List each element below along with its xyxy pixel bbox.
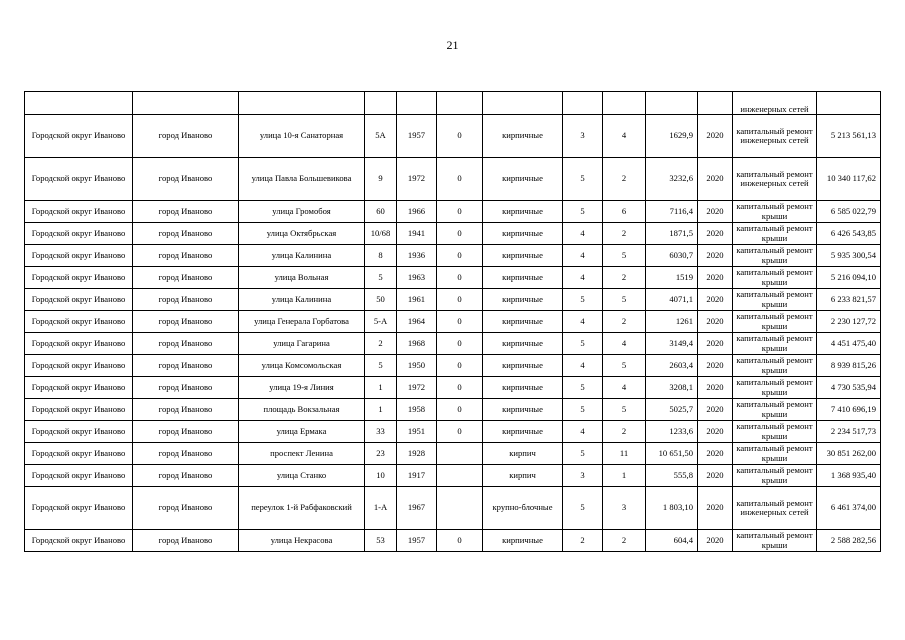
cell-floors: [563, 92, 603, 115]
cell-year-built: 1966: [397, 201, 437, 223]
cell-area: 604,4: [646, 530, 698, 552]
cell-city: город Иваново: [133, 289, 239, 311]
cell-work: капитальный ремонт крыши: [733, 377, 817, 399]
cell-floors: 5: [563, 201, 603, 223]
cell-work: капитальный ремонт крыши: [733, 333, 817, 355]
cell-street: проспект Ленина: [239, 443, 365, 465]
cell-year-built: 1968: [397, 333, 437, 355]
cell-work: капитальный ремонт крыши: [733, 355, 817, 377]
cell-plan-year: [698, 92, 733, 115]
cell-entrances: 2: [603, 267, 646, 289]
cell-year-built: 1941: [397, 223, 437, 245]
cell-city: город Иваново: [133, 158, 239, 201]
cell-year-reconstruction: 0: [437, 267, 483, 289]
cell-district: Городской округ Иваново: [25, 267, 133, 289]
table-row-continuation: [25, 92, 881, 115]
cell-area: 7116,4: [646, 201, 698, 223]
cell-house: 9: [365, 158, 397, 201]
cell-house: 8: [365, 245, 397, 267]
cell-walls: кирпич: [483, 443, 563, 465]
cell-entrances: 2: [603, 421, 646, 443]
table-row: [25, 158, 881, 201]
cell-plan-year: 2020: [698, 487, 733, 530]
cell-floors: 4: [563, 223, 603, 245]
cell-year-reconstruction: 0: [437, 333, 483, 355]
cell-work: капитальный ремонт крыши: [733, 311, 817, 333]
cell-work: капитальный ремонт инженерных сетей: [733, 487, 817, 530]
cell-year-built: 1928: [397, 443, 437, 465]
cell-area: 1 803,10: [646, 487, 698, 530]
cell-entrances: 2: [603, 311, 646, 333]
cell-cost: 6 233 821,57: [817, 289, 881, 311]
table-row: [25, 421, 881, 443]
cell-city: город Иваново: [133, 201, 239, 223]
cell-cost: 10 340 117,62: [817, 158, 881, 201]
cell-year-reconstruction: 0: [437, 223, 483, 245]
cell-plan-year: 2020: [698, 115, 733, 158]
cell-year-reconstruction: 0: [437, 158, 483, 201]
cell-entrances: 5: [603, 289, 646, 311]
table-row: [25, 465, 881, 487]
cell-district: Городской округ Иваново: [25, 201, 133, 223]
cell-plan-year: 2020: [698, 201, 733, 223]
cell-work: капитальный ремонт крыши: [733, 399, 817, 421]
cell-street: площадь Вокзальная: [239, 399, 365, 421]
cell-work: капитальный ремонт крыши: [733, 267, 817, 289]
cell-cost: 2 588 282,56: [817, 530, 881, 552]
cell-year-reconstruction: [437, 92, 483, 115]
cell-floors: 5: [563, 377, 603, 399]
cell-entrances: 11: [603, 443, 646, 465]
cell-area: 1233,6: [646, 421, 698, 443]
cell-entrances: 5: [603, 355, 646, 377]
cell-year-reconstruction: 0: [437, 311, 483, 333]
cell-year-reconstruction: [437, 487, 483, 530]
cell-city: город Иваново: [133, 465, 239, 487]
cell-area: 3232,6: [646, 158, 698, 201]
cell-house: 60: [365, 201, 397, 223]
cell-year-built: 1972: [397, 158, 437, 201]
cell-district: Городской округ Иваново: [25, 399, 133, 421]
cell-city: город Иваново: [133, 530, 239, 552]
cell-walls: кирпичные: [483, 245, 563, 267]
cell-city: город Иваново: [133, 355, 239, 377]
cell-entrances: 4: [603, 115, 646, 158]
cell-street: улица Громобоя: [239, 201, 365, 223]
cell-year-reconstruction: 0: [437, 245, 483, 267]
cell-year-reconstruction: 0: [437, 115, 483, 158]
cell-plan-year: 2020: [698, 355, 733, 377]
cell-entrances: 4: [603, 377, 646, 399]
table-row: [25, 399, 881, 421]
cell-floors: 5: [563, 399, 603, 421]
cell-district: Городской округ Иваново: [25, 311, 133, 333]
cell-street: улица Ермака: [239, 421, 365, 443]
cell-street: [239, 92, 365, 115]
cell-street: улица Калинина: [239, 289, 365, 311]
cell-walls: кирпич: [483, 465, 563, 487]
cell-district: Городской округ Иваново: [25, 245, 133, 267]
cell-house: 5: [365, 355, 397, 377]
cell-city: город Иваново: [133, 487, 239, 530]
cell-plan-year: 2020: [698, 158, 733, 201]
cell-year-built: 1957: [397, 115, 437, 158]
cell-city: город Иваново: [133, 333, 239, 355]
cell-year-reconstruction: 0: [437, 377, 483, 399]
cell-plan-year: 2020: [698, 377, 733, 399]
cell-house: 5-А: [365, 311, 397, 333]
cell-cost: 5 935 300,54: [817, 245, 881, 267]
cell-year-built: 1950: [397, 355, 437, 377]
cell-year-reconstruction: 0: [437, 201, 483, 223]
cell-area: 1629,9: [646, 115, 698, 158]
cell-walls: кирпичные: [483, 115, 563, 158]
cell-house: 33: [365, 421, 397, 443]
cell-floors: 4: [563, 355, 603, 377]
cell-year-built: 1936: [397, 245, 437, 267]
table-row: [25, 267, 881, 289]
cell-street: улица Некрасова: [239, 530, 365, 552]
cell-district: Городской округ Иваново: [25, 333, 133, 355]
cell-floors: 5: [563, 487, 603, 530]
cell-entrances: 1: [603, 465, 646, 487]
cell-cost: 6 585 022,79: [817, 201, 881, 223]
cell-city: город Иваново: [133, 443, 239, 465]
cell-street: улица Октябрьская: [239, 223, 365, 245]
cell-floors: 5: [563, 443, 603, 465]
cell-entrances: 4: [603, 333, 646, 355]
cell-city: город Иваново: [133, 399, 239, 421]
cell-city: город Иваново: [133, 311, 239, 333]
cell-year-reconstruction: [437, 443, 483, 465]
cell-walls: кирпичные: [483, 399, 563, 421]
cell-city: город Иваново: [133, 377, 239, 399]
cell-floors: 4: [563, 311, 603, 333]
cell-walls: кирпичные: [483, 201, 563, 223]
table-row: [25, 223, 881, 245]
cell-walls: кирпичные: [483, 333, 563, 355]
cell-work: капитальный ремонт крыши: [733, 201, 817, 223]
cell-walls: кирпичные: [483, 223, 563, 245]
cell-year-built: 1961: [397, 289, 437, 311]
cell-plan-year: 2020: [698, 289, 733, 311]
cell-work: капитальный ремонт крыши: [733, 530, 817, 552]
cell-plan-year: 2020: [698, 245, 733, 267]
cell-entrances: 2: [603, 158, 646, 201]
cell-street: улица Станко: [239, 465, 365, 487]
cell-area: 10 651,50: [646, 443, 698, 465]
cell-district: Городской округ Иваново: [25, 530, 133, 552]
table-row: [25, 245, 881, 267]
cell-district: Городской округ Иваново: [25, 421, 133, 443]
cell-floors: 4: [563, 245, 603, 267]
cell-walls: кирпичные: [483, 267, 563, 289]
cell-work: капитальный ремонт инженерных сетей: [733, 158, 817, 201]
cell-district: Городской округ Иваново: [25, 355, 133, 377]
cell-work: капитальный ремонт инженерных сетей: [733, 115, 817, 158]
cell-cost: [817, 92, 881, 115]
cell-work: капитальный ремонт крыши: [733, 223, 817, 245]
cell-house: 1-А: [365, 487, 397, 530]
cell-area: 5025,7: [646, 399, 698, 421]
cell-street: улица Калинина: [239, 245, 365, 267]
cell-cost: 30 851 262,00: [817, 443, 881, 465]
cell-entrances: 5: [603, 245, 646, 267]
cell-city: город Иваново: [133, 267, 239, 289]
cell-floors: 4: [563, 267, 603, 289]
cell-floors: 4: [563, 421, 603, 443]
cell-work: капитальный ремонт крыши: [733, 465, 817, 487]
cell-house: 5А: [365, 115, 397, 158]
cell-year-built: 1972: [397, 377, 437, 399]
cell-district: Городской округ Иваново: [25, 487, 133, 530]
cell-area: 1519: [646, 267, 698, 289]
cell-house: 1: [365, 399, 397, 421]
cell-entrances: 3: [603, 487, 646, 530]
cell-street: улица Генерала Горбатова: [239, 311, 365, 333]
cell-walls: кирпичные: [483, 311, 563, 333]
cell-city: [133, 92, 239, 115]
cell-cost: 7 410 696,19: [817, 399, 881, 421]
cell-year-built: 1964: [397, 311, 437, 333]
cell-house: 50: [365, 289, 397, 311]
cell-walls: [483, 92, 563, 115]
cell-work: капитальный ремонт крыши: [733, 421, 817, 443]
cell-cost: 1 368 935,40: [817, 465, 881, 487]
cell-plan-year: 2020: [698, 421, 733, 443]
cell-cost: 4 730 535,94: [817, 377, 881, 399]
page-number: 21: [446, 38, 459, 52]
cell-house: [365, 92, 397, 115]
cell-plan-year: 2020: [698, 333, 733, 355]
cell-district: Городской округ Иваново: [25, 115, 133, 158]
cell-year-reconstruction: 0: [437, 399, 483, 421]
cell-plan-year: 2020: [698, 267, 733, 289]
cell-floors: 5: [563, 289, 603, 311]
cell-district: Городской округ Иваново: [25, 223, 133, 245]
cell-cost: 8 939 815,26: [817, 355, 881, 377]
cell-year-built: 1967: [397, 487, 437, 530]
cell-floors: 5: [563, 333, 603, 355]
cell-cost: 6 426 543,85: [817, 223, 881, 245]
cell-year-reconstruction: 0: [437, 530, 483, 552]
cell-street: улица 10-я Санаторная: [239, 115, 365, 158]
table-row: [25, 530, 881, 552]
cell-street: улица Комсомольская: [239, 355, 365, 377]
cell-district: Городской округ Иваново: [25, 289, 133, 311]
cell-floors: 3: [563, 115, 603, 158]
cell-area: 6030,7: [646, 245, 698, 267]
cell-house: 10/68: [365, 223, 397, 245]
cell-street: улица 19-я Линия: [239, 377, 365, 399]
cell-year-built: 1957: [397, 530, 437, 552]
table-row: [25, 201, 881, 223]
cell-area: 2603,4: [646, 355, 698, 377]
housing-repair-table: [24, 91, 881, 552]
cell-cost: 2 230 127,72: [817, 311, 881, 333]
cell-city: город Иваново: [133, 115, 239, 158]
cell-work: капитальный ремонт крыши: [733, 289, 817, 311]
cell-house: 23: [365, 443, 397, 465]
cell-walls: кирпичные: [483, 377, 563, 399]
cell-city: город Иваново: [133, 245, 239, 267]
cell-area: 3208,1: [646, 377, 698, 399]
cell-walls: крупно-блочные: [483, 487, 563, 530]
cell-area: 1871,5: [646, 223, 698, 245]
cell-district: Городской округ Иваново: [25, 377, 133, 399]
cell-plan-year: 2020: [698, 223, 733, 245]
cell-year-built: 1963: [397, 267, 437, 289]
cell-year-reconstruction: 0: [437, 421, 483, 443]
cell-city: город Иваново: [133, 421, 239, 443]
cell-cost: 5 216 094,10: [817, 267, 881, 289]
cell-house: 1: [365, 377, 397, 399]
cell-walls: кирпичные: [483, 355, 563, 377]
cell-floors: 2: [563, 530, 603, 552]
cell-area: 1261: [646, 311, 698, 333]
cell-work: капитальный ремонт крыши: [733, 443, 817, 465]
cell-entrances: 5: [603, 399, 646, 421]
cell-cost: 4 451 475,40: [817, 333, 881, 355]
table-row: [25, 487, 881, 530]
cell-walls: кирпичные: [483, 421, 563, 443]
cell-walls: кирпичные: [483, 530, 563, 552]
cell-entrances: 2: [603, 530, 646, 552]
cell-area: 3149,4: [646, 333, 698, 355]
cell-floors: 5: [563, 158, 603, 201]
cell-work: инженерных сетей: [733, 92, 817, 115]
table-row: [25, 115, 881, 158]
table-row: [25, 377, 881, 399]
cell-entrances: [603, 92, 646, 115]
table-row: [25, 289, 881, 311]
cell-house: 53: [365, 530, 397, 552]
cell-district: Городской округ Иваново: [25, 158, 133, 201]
table-row: [25, 311, 881, 333]
cell-year-built: 1951: [397, 421, 437, 443]
cell-street: улица Гагарина: [239, 333, 365, 355]
cell-plan-year: 2020: [698, 311, 733, 333]
cell-plan-year: 2020: [698, 465, 733, 487]
cell-walls: кирпичные: [483, 289, 563, 311]
cell-district: Городской округ Иваново: [25, 443, 133, 465]
cell-entrances: 6: [603, 201, 646, 223]
cell-entrances: 2: [603, 223, 646, 245]
cell-year-built: 1958: [397, 399, 437, 421]
cell-year-reconstruction: 0: [437, 289, 483, 311]
table-row: [25, 333, 881, 355]
cell-street: улица Павла Большевикова: [239, 158, 365, 201]
cell-house: 2: [365, 333, 397, 355]
cell-area: 555,8: [646, 465, 698, 487]
cell-year-reconstruction: [437, 465, 483, 487]
cell-area: 4071,1: [646, 289, 698, 311]
cell-plan-year: 2020: [698, 443, 733, 465]
cell-cost: 5 213 561,13: [817, 115, 881, 158]
cell-year-built: 1917: [397, 465, 437, 487]
cell-cost: 2 234 517,73: [817, 421, 881, 443]
cell-street: переулок 1-й Рабфаковский: [239, 487, 365, 530]
cell-year-built: [397, 92, 437, 115]
cell-floors: 3: [563, 465, 603, 487]
cell-cost: 6 461 374,00: [817, 487, 881, 530]
cell-district: Городской округ Иваново: [25, 465, 133, 487]
cell-plan-year: 2020: [698, 399, 733, 421]
cell-district: [25, 92, 133, 115]
cell-house: 5: [365, 267, 397, 289]
cell-area: [646, 92, 698, 115]
cell-year-reconstruction: 0: [437, 355, 483, 377]
table-row: [25, 443, 881, 465]
cell-plan-year: 2020: [698, 530, 733, 552]
cell-house: 10: [365, 465, 397, 487]
cell-city: город Иваново: [133, 223, 239, 245]
cell-walls: кирпичные: [483, 158, 563, 201]
cell-street: улица Вольная: [239, 267, 365, 289]
table-row: [25, 355, 881, 377]
cell-work: капитальный ремонт крыши: [733, 245, 817, 267]
